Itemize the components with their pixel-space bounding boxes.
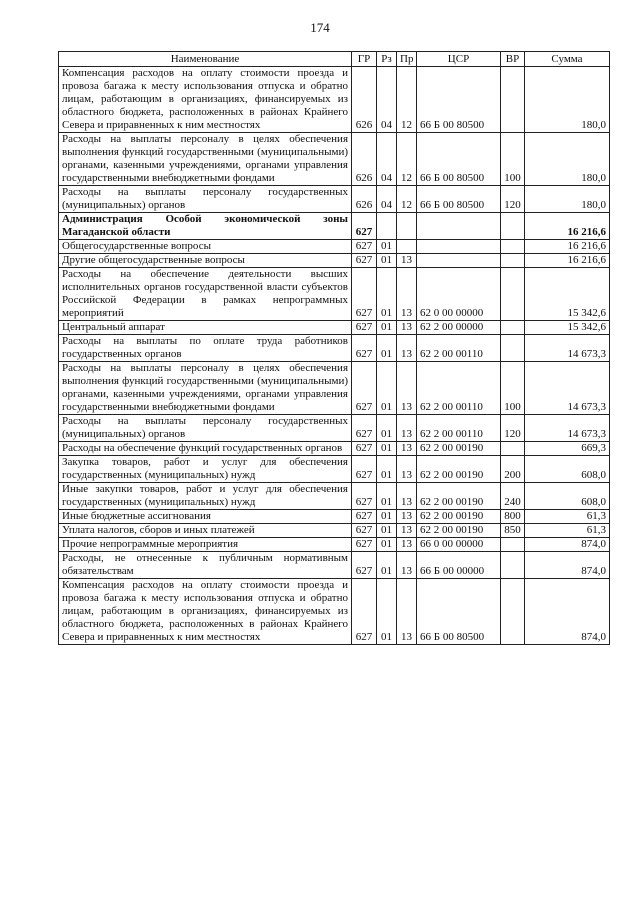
row-csr: 66 Б 00 80500	[417, 67, 501, 133]
row-rz: 01	[377, 335, 397, 362]
row-rz: 01	[377, 415, 397, 442]
row-pr: 12	[397, 67, 417, 133]
row-rz: 01	[377, 510, 397, 524]
row-pr	[397, 240, 417, 254]
row-sum: 15 342,6	[525, 321, 610, 335]
row-vr: 100	[501, 133, 525, 186]
table-row	[59, 456, 610, 483]
row-vr	[501, 67, 525, 133]
row-gr: 626	[352, 133, 377, 186]
row-sum: 61,3	[525, 510, 610, 524]
row-pr: 13	[397, 268, 417, 321]
table-row	[59, 335, 610, 362]
row-rz	[377, 213, 397, 240]
row-csr: 62 2 00 00000	[417, 321, 501, 335]
table-header-row	[59, 52, 610, 67]
row-pr: 13	[397, 362, 417, 415]
row-gr: 626	[352, 186, 377, 213]
row-vr: 800	[501, 510, 525, 524]
row-gr: 627	[352, 524, 377, 538]
row-pr: 13	[397, 538, 417, 552]
row-name: Прочие непрограммные мероприятия	[59, 538, 352, 552]
row-csr	[417, 213, 501, 240]
row-gr: 627	[352, 415, 377, 442]
row-rz: 01	[377, 442, 397, 456]
row-sum: 608,0	[525, 483, 610, 510]
row-vr	[501, 579, 525, 645]
row-rz: 01	[377, 524, 397, 538]
row-sum: 180,0	[525, 67, 610, 133]
row-name: Иные бюджетные ассигнования	[59, 510, 352, 524]
row-vr	[501, 442, 525, 456]
row-rz: 04	[377, 186, 397, 213]
row-name: Расходы на выплаты персоналу в целях обеспечения выполнения функций государственными (муниципальными) органами, казенными учреждениями, органами управления государственными внебюджетными фондами	[59, 362, 352, 415]
row-gr: 627	[352, 268, 377, 321]
row-gr: 627	[352, 456, 377, 483]
row-gr: 627	[352, 552, 377, 579]
row-csr: 62 2 00 00110	[417, 415, 501, 442]
row-gr: 627	[352, 362, 377, 415]
row-csr: 62 2 00 00110	[417, 335, 501, 362]
row-name: Расходы на выплаты персоналу в целях обеспечения выполнения функций государственными (муниципальными) органами, казенными учреждениями, органами управления государственными внебюджетными фондами	[59, 133, 352, 186]
row-pr: 13	[397, 442, 417, 456]
row-vr	[501, 552, 525, 579]
row-rz: 01	[377, 579, 397, 645]
row-gr: 627	[352, 442, 377, 456]
table-body	[59, 67, 610, 645]
table-row	[59, 186, 610, 213]
row-name: Уплата налогов, сборов и иных платежей	[59, 524, 352, 538]
row-vr	[501, 240, 525, 254]
row-pr: 12	[397, 133, 417, 186]
row-name: Центральный аппарат	[59, 321, 352, 335]
row-gr: 627	[352, 213, 377, 240]
table-row	[59, 133, 610, 186]
row-vr	[501, 268, 525, 321]
row-csr: 62 2 00 00190	[417, 483, 501, 510]
row-csr: 66 Б 00 80500	[417, 186, 501, 213]
table-row	[59, 483, 610, 510]
row-sum: 16 216,6	[525, 213, 610, 240]
row-sum: 14 673,3	[525, 335, 610, 362]
row-csr: 66 Б 00 80500	[417, 133, 501, 186]
row-gr: 627	[352, 321, 377, 335]
row-name: Расходы, не отнесенные к публичным нормативным обязательствам	[59, 552, 352, 579]
row-pr: 13	[397, 552, 417, 579]
row-rz: 01	[377, 552, 397, 579]
row-name: Иные закупки товаров, работ и услуг для обеспечения государственных (муниципальных) нужд	[59, 483, 352, 510]
row-rz: 01	[377, 240, 397, 254]
table-row	[59, 213, 610, 240]
row-vr: 850	[501, 524, 525, 538]
row-name: Расходы на выплаты персоналу государственных (муниципальных) органов	[59, 186, 352, 213]
row-pr: 13	[397, 510, 417, 524]
row-sum: 874,0	[525, 579, 610, 645]
row-sum: 61,3	[525, 524, 610, 538]
row-sum: 180,0	[525, 133, 610, 186]
row-name: Расходы на обеспечение функций государственных органов	[59, 442, 352, 456]
row-sum: 874,0	[525, 538, 610, 552]
header-rz: Рз	[377, 52, 397, 67]
row-rz: 01	[377, 538, 397, 552]
row-vr: 120	[501, 186, 525, 213]
row-pr: 13	[397, 456, 417, 483]
row-pr: 13	[397, 483, 417, 510]
row-sum: 15 342,6	[525, 268, 610, 321]
header-pr: Пр	[397, 52, 417, 67]
row-sum: 874,0	[525, 552, 610, 579]
row-rz: 04	[377, 133, 397, 186]
row-vr	[501, 254, 525, 268]
row-sum: 608,0	[525, 456, 610, 483]
table-row	[59, 538, 610, 552]
row-name: Другие общегосударственные вопросы	[59, 254, 352, 268]
table-row	[59, 268, 610, 321]
row-csr: 62 0 00 00000	[417, 268, 501, 321]
row-vr: 120	[501, 415, 525, 442]
row-rz: 01	[377, 254, 397, 268]
row-rz: 01	[377, 362, 397, 415]
header-vr: ВР	[501, 52, 525, 67]
row-name: Расходы на выплаты персоналу государственных (муниципальных) органов	[59, 415, 352, 442]
row-name: Общегосударственные вопросы	[59, 240, 352, 254]
row-csr: 66 Б 00 00000	[417, 552, 501, 579]
row-sum: 16 216,6	[525, 240, 610, 254]
table-row	[59, 67, 610, 133]
row-rz: 04	[377, 67, 397, 133]
table-row	[59, 362, 610, 415]
header-gr: ГР	[352, 52, 377, 67]
table-row	[59, 321, 610, 335]
row-csr: 62 2 00 00190	[417, 524, 501, 538]
row-csr: 66 Б 00 80500	[417, 579, 501, 645]
header-sum: Сумма	[525, 52, 610, 67]
row-csr: 62 2 00 00110	[417, 362, 501, 415]
row-rz: 01	[377, 268, 397, 321]
row-sum: 669,3	[525, 442, 610, 456]
header-csr: ЦСР	[417, 52, 501, 67]
row-vr	[501, 538, 525, 552]
table-row	[59, 254, 610, 268]
row-name: Компенсация расходов на оплату стоимости проезда и провоза багажа к месту использования отпуска и обратно лицам, работающим в организациях, финансируемых из областного бюджета, расположенных в районах Крайнего Севера и приравненных к ним местностях	[59, 67, 352, 133]
row-vr	[501, 335, 525, 362]
row-rz: 01	[377, 456, 397, 483]
row-pr: 13	[397, 579, 417, 645]
row-name: Расходы на выплаты по оплате труда работников государственных органов	[59, 335, 352, 362]
row-gr: 627	[352, 240, 377, 254]
row-csr: 62 2 00 00190	[417, 442, 501, 456]
row-vr	[501, 213, 525, 240]
row-gr: 627	[352, 335, 377, 362]
table-row	[59, 510, 610, 524]
row-sum: 14 673,3	[525, 362, 610, 415]
row-vr: 200	[501, 456, 525, 483]
row-csr: 62 2 00 00190	[417, 510, 501, 524]
row-pr: 13	[397, 321, 417, 335]
row-csr	[417, 240, 501, 254]
table-row	[59, 524, 610, 538]
row-pr	[397, 213, 417, 240]
row-vr: 240	[501, 483, 525, 510]
row-csr: 66 0 00 00000	[417, 538, 501, 552]
row-name: Администрация Особой экономической зоны Магаданской области	[59, 213, 352, 240]
header-name: Наименование	[59, 52, 352, 67]
row-csr: 62 2 00 00190	[417, 456, 501, 483]
table-row	[59, 552, 610, 579]
row-gr: 627	[352, 579, 377, 645]
budget-table	[58, 51, 610, 645]
row-pr: 13	[397, 254, 417, 268]
row-gr: 627	[352, 254, 377, 268]
row-pr: 12	[397, 186, 417, 213]
table-row	[59, 415, 610, 442]
row-gr: 627	[352, 483, 377, 510]
row-pr: 13	[397, 415, 417, 442]
row-gr: 626	[352, 67, 377, 133]
row-vr: 100	[501, 362, 525, 415]
page-number: 174	[310, 20, 330, 35]
row-sum: 180,0	[525, 186, 610, 213]
row-rz: 01	[377, 483, 397, 510]
row-name: Закупка товаров, работ и услуг для обеспечения государственных (муниципальных) нужд	[59, 456, 352, 483]
row-vr	[501, 321, 525, 335]
row-csr	[417, 254, 501, 268]
table-row	[59, 442, 610, 456]
row-sum: 16 216,6	[525, 254, 610, 268]
row-gr: 627	[352, 510, 377, 524]
table-row	[59, 240, 610, 254]
table-row	[59, 579, 610, 645]
row-sum: 14 673,3	[525, 415, 610, 442]
row-pr: 13	[397, 524, 417, 538]
row-pr: 13	[397, 335, 417, 362]
row-gr: 627	[352, 538, 377, 552]
row-name: Расходы на обеспечение деятельности высших исполнительных органов государственной власти субъектов Российской Федерации в рамках непрограммных мероприятий	[59, 268, 352, 321]
row-name: Компенсация расходов на оплату стоимости проезда и провоза багажа к месту использования отпуска и обратно лицам, работающим в организациях, финансируемых из областного бюджета, расположенных в районах Крайнего Севера и приравненных к ним местностях	[59, 579, 352, 645]
row-rz: 01	[377, 321, 397, 335]
